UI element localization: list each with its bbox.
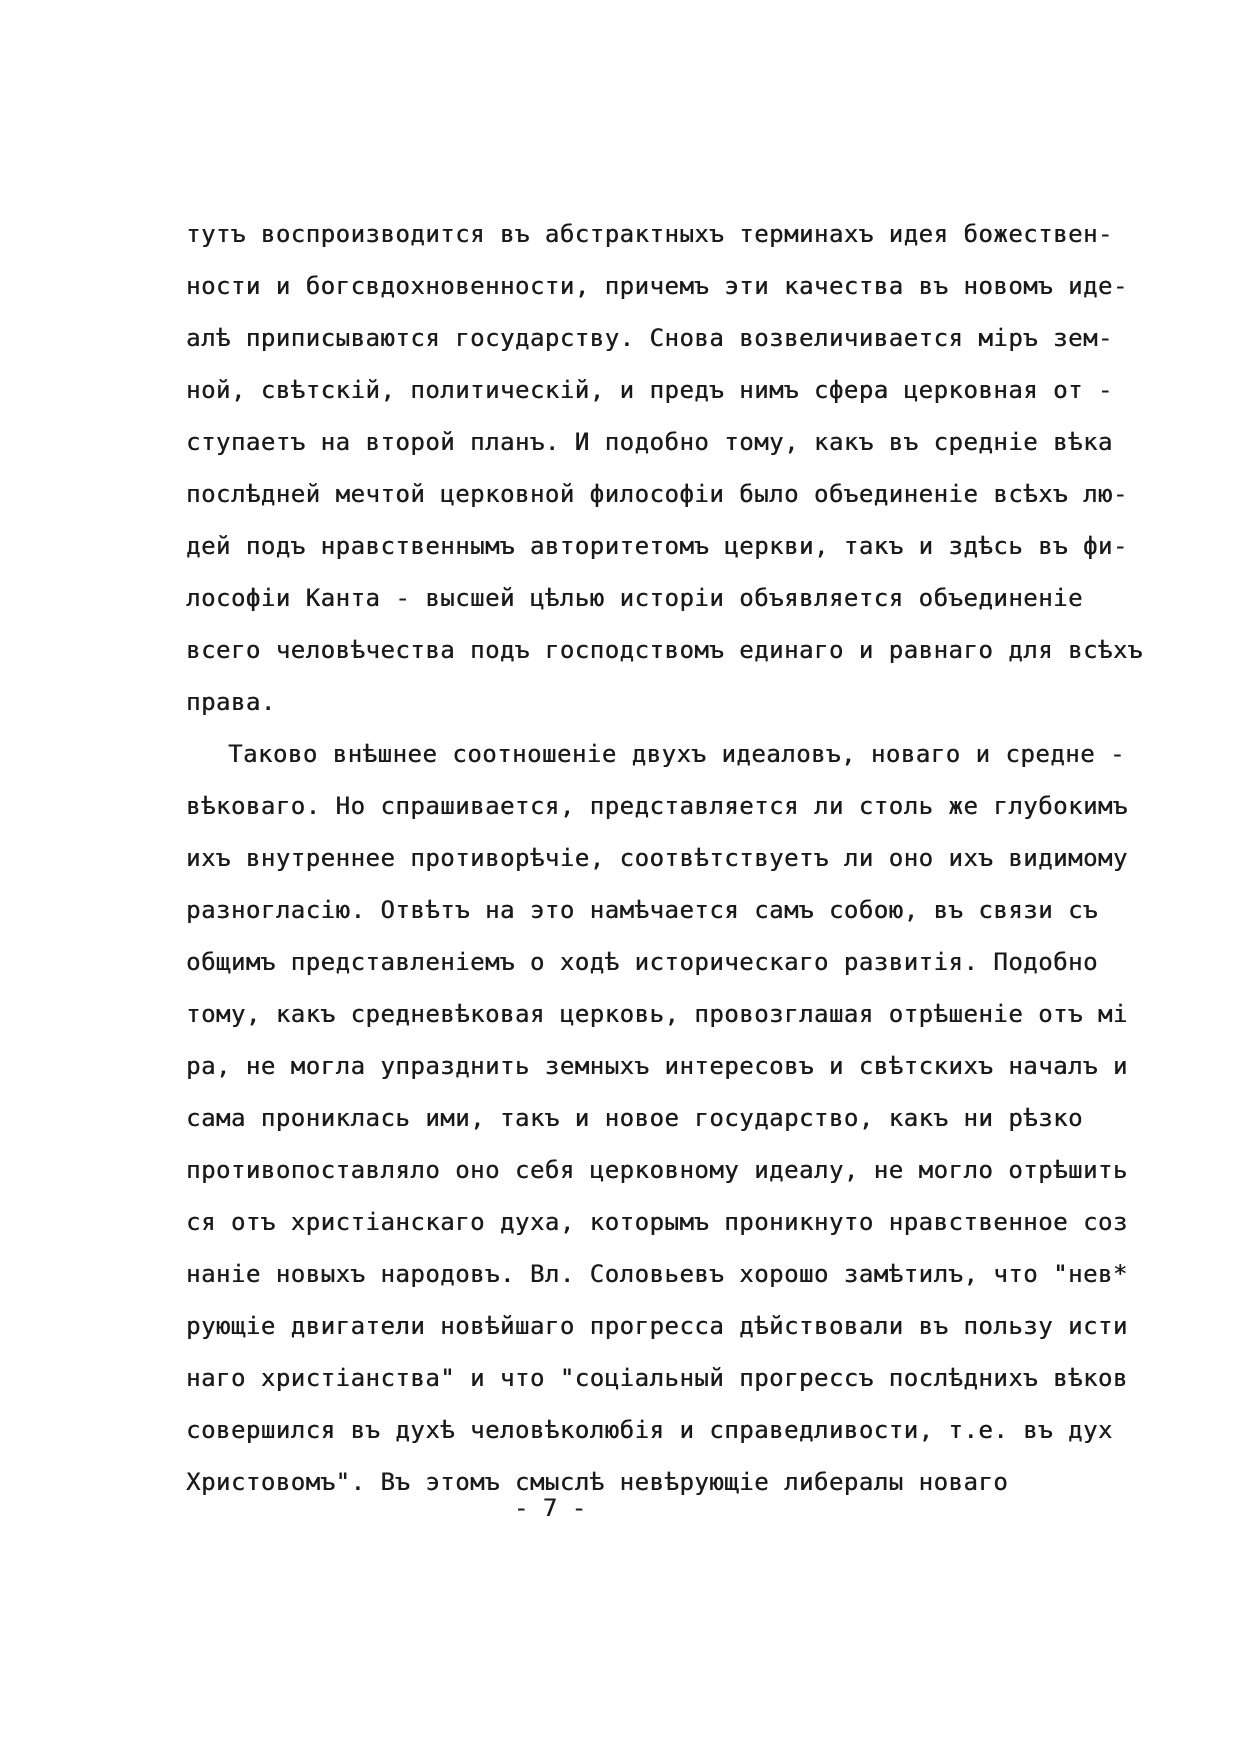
- text-line: ра, не могла упразднить земныхъ интересовъ и свѣтскихъ началъ и: [186, 1052, 1128, 1080]
- text-line: ихъ внутреннее противорѣчіе, соотвѣтствуетъ ли оно ихъ видимому: [186, 844, 1128, 872]
- text-line: ности и богсвдохновенности, причемъ эти качества въ новомъ иде-: [186, 272, 1128, 300]
- text-line: наніе новыхъ народовъ. Вл. Соловьевъ хорошо замѣтилъ, что "нев*: [186, 1260, 1128, 1288]
- text-line: Христовомъ". Въ этомъ смыслѣ невѣрующіе либералы новаго: [186, 1468, 1009, 1496]
- text-line: тутъ воспроизводится въ абстрактныхъ терминахъ идея божествен-: [186, 220, 1113, 248]
- text-line: вѣковаго. Но спрашивается, представляется ли столь же глубокимъ: [186, 792, 1128, 820]
- text-line: сама прониклась ими, такъ и новое государство, какъ ни рѣзко: [186, 1104, 1083, 1132]
- text-line: ступаетъ на второй планъ. И подобно тому, какъ въ средніе вѣка: [186, 428, 1113, 456]
- text-line: ной, свѣтскій, политическій, и предъ нимъ сфера церковная от -: [186, 376, 1113, 404]
- text-line: права.: [186, 688, 276, 716]
- text-line: всего человѣчества подъ господствомъ единаго и равнаго для всѣхъ: [186, 636, 1143, 664]
- text-line: наго христіанства" и что "соціальный прогрессъ послѣднихъ вѣков: [186, 1364, 1128, 1392]
- text-line: противопоставляло оно себя церковному идеалу, не могло отрѣшить: [186, 1156, 1128, 1184]
- text-line: общимъ представленіемъ о ходѣ историческаго развитія. Подобно: [186, 948, 1098, 976]
- text-line: совершился въ духѣ человѣколюбія и справедливости, т.е. въ дух: [186, 1416, 1113, 1444]
- text-line: дей подъ нравственнымъ авторитетомъ церкви, такъ и здѣсь въ фи-: [186, 532, 1128, 560]
- text-line: разногласію. Отвѣтъ на это намѣчается самъ собою, въ связи съ: [186, 896, 1098, 924]
- paragraph-start-line: Таково внѣшнее соотношеніе двухъ идеаловъ, новаго и средне -: [228, 740, 1125, 768]
- text-line: рующіе двигатели новѣйшаго прогресса дѣйствовали въ пользу исти: [186, 1312, 1128, 1340]
- text-line: лософіи Канта - высшей цѣлью исторіи объявляется объединеніе: [186, 584, 1083, 612]
- text-line: послѣдней мечтой церковной философіи было объединеніе всѣхъ лю-: [186, 480, 1128, 508]
- page-number: - 7 -: [513, 1494, 587, 1522]
- text-line: тому, какъ средневѣковая церковь, провозглашая отрѣшеніе отъ мі: [186, 1000, 1128, 1028]
- text-line: ся отъ христіанскаго духа, которымъ проникнуто нравственное соз: [186, 1208, 1128, 1236]
- body-text: [186, 208, 1143, 1508]
- text-line: алѣ приписываются государству. Снова возвеличивается міръ зем-: [186, 324, 1113, 352]
